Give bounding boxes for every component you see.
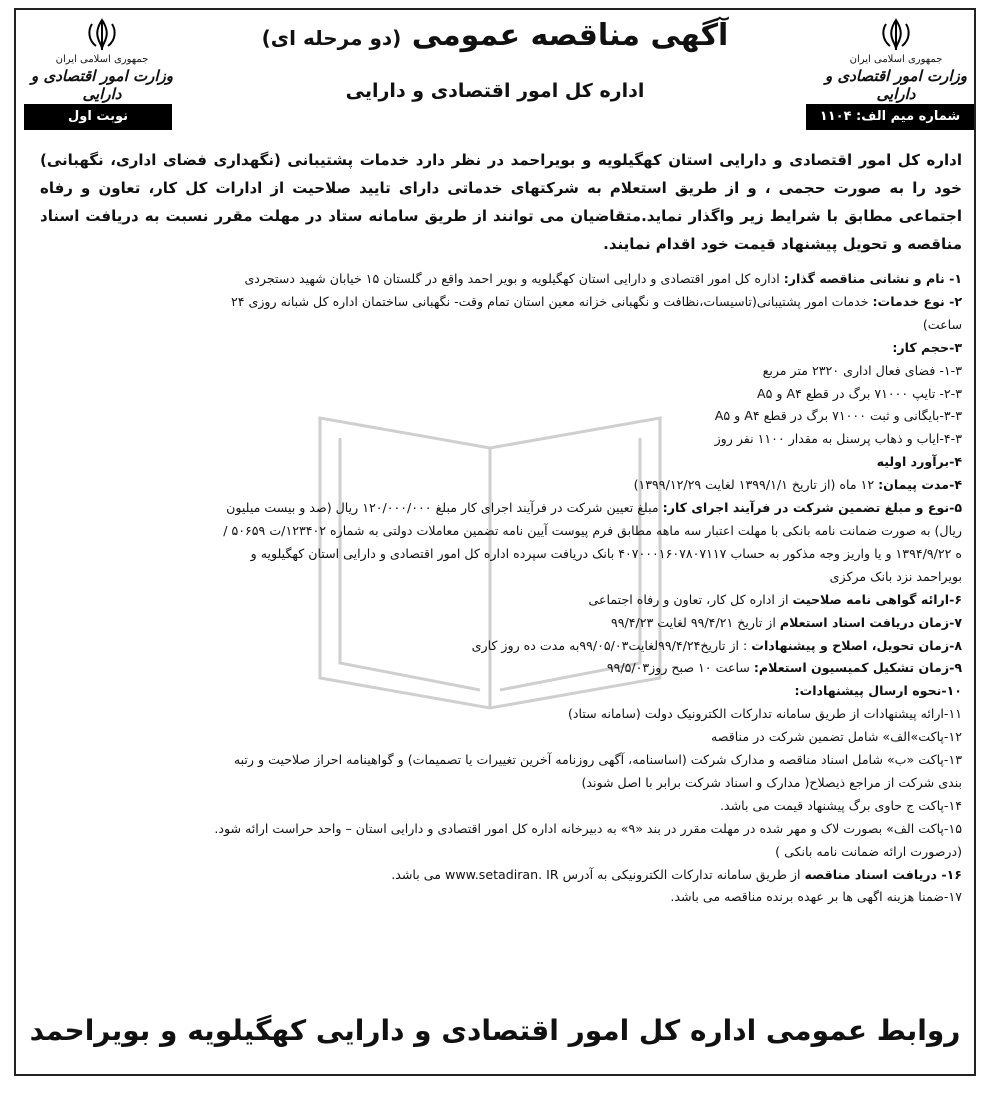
- list-item-text: از طریق سامانه تدارکات الکترونیکی به آدرس www.setadiran. IR می باشد.: [391, 866, 805, 882]
- ministry-logo-right: [822, 10, 970, 103]
- title-stage: (دو مرحله ای): [261, 26, 402, 50]
- list-item: [30, 657, 962, 680]
- list-item: [30, 543, 962, 566]
- list-item: [30, 383, 962, 406]
- list-item-text: ریال) به صورت ضمانت نامه بانکی با مهلت اعتبار سه ماهه مطابق فرم پیوست آیین نامه تضمین معاملات دولتی به شماره ۱۲۳۴۰۲/ت ۵۰۶۵۹ /: [223, 522, 962, 538]
- list-item-text: ه ۱۳۹۴/۹/۲۲ و یا واریز وجه مذکور به حساب ۴۰۷۰۰۰۱۶۰۷۸۰۷۱۱۷ بانک دریافت سپرده اداره کل امور اقتصادی و دارایی استان کهگیلویه و: [250, 545, 962, 561]
- iran-emblem-icon: [84, 18, 120, 52]
- list-item-text: ۱۴-پاکت ج حاوی برگ پیشنهاد قیمت می باشد.: [719, 797, 962, 813]
- list-item: [30, 864, 962, 887]
- list-item: [30, 428, 962, 451]
- list-item-text: ۱۱-ارائه پیشنهادات از طریق سامانه تدارکات الکترونیک دولت (سامانه ستاد): [567, 706, 962, 722]
- page-subtitle: اداره کل امور اقتصادی و دارایی: [345, 80, 645, 102]
- list-item-text: ۱۳-پاکت «ب» شامل اسناد مناقصه و مدارک شرکت (اساسنامه، آگهی روزنامه آخرین تغییرات یا تصمیمات) و گواهینامه احراز صلاحیت و رتبه: [233, 752, 962, 768]
- ministry-logo-left: [28, 10, 176, 103]
- list-item: [30, 749, 962, 772]
- list-item: [30, 772, 962, 795]
- list-item-text: ۳-۳-بایگانی و ثبت ۷۱۰۰۰ برگ در قطع A۴ و A۵: [714, 408, 962, 424]
- list-item-label: ۴-برآورد اولیه: [876, 454, 962, 470]
- list-item-label: ۳-حجم کار:: [892, 339, 962, 355]
- list-item: [30, 841, 962, 864]
- list-item-text: اداره کل امور اقتصادی و دارایی استان کهگیلویه و بویر احمد واقع در گلستان ۱۵ خیابان شهید دستجردی: [244, 271, 784, 286]
- conditions-list: [30, 268, 962, 909]
- intro-paragraph: اداره کل امور اقتصادی و دارایی استان کهگیلویه و بویراحمد در نظر دارد خدمات پشتیبانی (نگهداری فضای اداری، نگهبانی) خود را به صورت حجمی ، و از طریق استعلام به شرکتهای خدماتی دارای تایید صلاحیت از ادارات کل کار، تعاون و رفاه اجتماعی مطابق با شرایط زیر واگذار نماید.متقاضیان می توانند از طریق سامانه ستاد در مهلت مقرر نسبت به دریافت اسناد مناقصه و تحویل پیشنهاد قیمت خود اقدام نمایند.: [40, 151, 962, 253]
- list-item-label: ۸-زمان تحویل، اصلاح و پیشنهادات: [751, 637, 962, 653]
- list-item-label: ۷-زمان دریافت اسناد استعلام: [779, 614, 962, 630]
- list-item: [30, 520, 962, 543]
- list-item-text: بندی شرکت از مراجع ذیصلاح( مدارک و اسناد شرکت برابر با اصل شوند): [581, 774, 962, 790]
- list-item: [30, 818, 962, 841]
- list-item-text: ۲-۳- تایپ ۷۱۰۰۰ برگ در قطع A۴ و A۵: [756, 385, 962, 401]
- list-item-text: از اداره کل کار، تعاون و رفاه اجتماعی: [588, 591, 793, 607]
- list-item: [30, 360, 962, 383]
- round-label: نوبت اول: [24, 104, 172, 130]
- list-item-text: ۱۲-پاکت»الف» شامل تضمین شرکت در مناقصه: [711, 729, 962, 745]
- republic-label: جمهوری اسلامی ایران: [55, 54, 149, 65]
- list-item: [30, 451, 962, 474]
- list-item-label: ۱۶- دریافت اسناد مناقصه: [804, 866, 962, 882]
- list-item: [30, 703, 962, 726]
- list-item-text: بویراحمد نزد بانک مرکزی: [829, 568, 962, 584]
- mim-alef-number: شماره میم الف: ۱۱۰۴: [806, 104, 974, 130]
- list-item-text: ۱۲ ماه (از تاریخ ۱۳۹۹/۱/۱ لغایت ۱۳۹۹/۱۲/۲۹): [633, 477, 879, 493]
- list-item: [30, 589, 962, 612]
- page-title: [230, 18, 760, 53]
- ministry-name: وزارت امور اقتصادی و دارایی: [825, 67, 967, 103]
- list-item: [30, 726, 962, 749]
- list-item: [30, 795, 962, 818]
- ministry-name: وزارت امور اقتصادی و دارایی: [31, 67, 173, 103]
- list-item-label: ۴-مدت پیمان:: [878, 477, 962, 493]
- republic-label: جمهوری اسلامی ایران: [849, 54, 943, 65]
- list-item-text: ۱۵-پاکت الف» بصورت لاک و مهر شده در مهلت مقرر در بند «۹» به دبیرخانه اداره کل امور اقتصادی و دارایی استان – واحد حراست ارائه شود.: [214, 820, 962, 836]
- list-item-text: ۱۷-ضمنا هزینه اگهی ها بر عهده برنده مناقصه می باشد.: [670, 889, 962, 905]
- list-item-label: ۱۰-نحوه ارسال پیشنهادات:: [794, 683, 962, 699]
- list-item: [30, 635, 962, 658]
- list-item: [30, 474, 962, 497]
- list-item-label: ۶-ارائه گواهی نامه صلاحیت: [792, 591, 962, 607]
- list-item-text: ساعت): [922, 316, 962, 332]
- list-item-text: ۴-۳-ایاب و ذهاب پرسنل به مقدار ۱۱۰۰ نفر روز: [714, 431, 962, 447]
- list-item-label: ۹-زمان تشکیل کمیسیون استعلام:: [753, 660, 962, 676]
- list-item-text: ساعت ۱۰ صبح روز۹۹/۵/۰۳: [606, 660, 754, 676]
- list-item: [30, 680, 962, 703]
- list-item: [30, 268, 962, 291]
- list-item-text: مبلغ تعیین شرکت در فرآیند اجرای کار مبلغ ۱۲۰/۰۰۰/۰۰۰ ریال (صد و بیست میلیون: [226, 500, 663, 516]
- list-item: [30, 291, 962, 314]
- list-item: [30, 612, 962, 635]
- list-item: [30, 337, 962, 360]
- title-main: آگهی مناقصه عمومی: [411, 18, 729, 53]
- list-item-label: ۱- نام و نشانی مناقصه گذار:: [783, 271, 962, 286]
- list-item: [30, 497, 962, 520]
- iran-emblem-icon: [878, 18, 914, 52]
- list-item: [30, 566, 962, 589]
- list-item-label: ۲- نوع خدمات:: [872, 293, 962, 309]
- list-item-text: از تاریخ ۹۹/۴/۲۱ لغایت ۹۹/۴/۲۳: [610, 614, 780, 630]
- list-item: [30, 886, 962, 909]
- footer-signature: روابط عمومی اداره کل امور اقتصادی و دارایی کهگیلویه و بویراحمد: [29, 1014, 961, 1047]
- list-item: [30, 405, 962, 428]
- list-item-text: خدمات امور پشتیبانی(تاسیسات،نظافت و نگهبانی خزانه معین استان تمام وقت- نگهبانی ساختمان اداره کل شبانه روزی ۲۴: [230, 293, 873, 309]
- list-item-text: : از تاریخ۹۹/۴/۲۴لغایت۹۹/۰۵/۰۳به مدت ده روز کاری: [471, 637, 752, 653]
- list-item-text: (درصورت ارائه ضمانت نامه بانکی ): [775, 843, 962, 859]
- list-item-label: ۵-نوع و مبلغ تضمین شرکت در فرآیند اجرای کار:: [662, 500, 962, 516]
- list-item: [30, 314, 962, 337]
- list-item-text: ۱-۳- فضای فعال اداری ۲۳۲۰ متر مربع: [762, 362, 962, 378]
